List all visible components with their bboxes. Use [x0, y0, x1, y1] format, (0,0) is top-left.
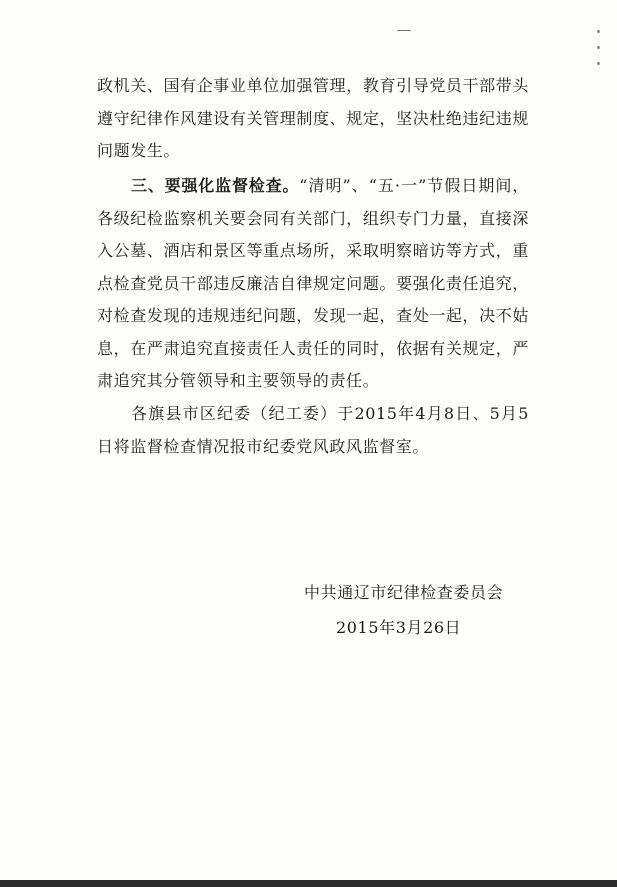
signature-organization: 中共通辽市纪律检查委员会 [304, 583, 504, 602]
reporting-paragraph: 各旗县市区纪委（纪工委）于2015年4月8日、5月5日将监督检查情况报市纪委党风政风监督室。 [97, 404, 529, 456]
section-3-paragraph [97, 170, 529, 398]
scan-dot [597, 46, 600, 49]
section-3-body: “清明”、“五·一”节假日期间，各级纪检监察机关要会同有关部门，组织专门力量，直接深入公墓、酒店和景区等重点场所，采取明察暗访等方式，重点检查党员干部违反廉洁自律规定问题。要强化责任追究，对检查发现的违规违纪问题，发现一起，查处一起，决不姑息，在严肃追究直接责任人责任的同时，依据有关规定，严肃追究其分管领导和主要领导的责任。 [97, 176, 529, 390]
continued-paragraph: 政机关、国有企事业单位加强管理，教育引导党员干部带头遵守纪律作风建设有关管理制度、规定，坚决杜绝违纪违规问题发生。 [97, 76, 529, 160]
section-3-heading: 三、要强化监督检查。 [131, 176, 300, 195]
scan-dot [597, 30, 600, 33]
scan-dot [597, 62, 600, 65]
scan-bottom-edge [0, 880, 617, 887]
signature-date: 2015年3月26日 [336, 618, 462, 637]
scan-mark [397, 30, 411, 31]
